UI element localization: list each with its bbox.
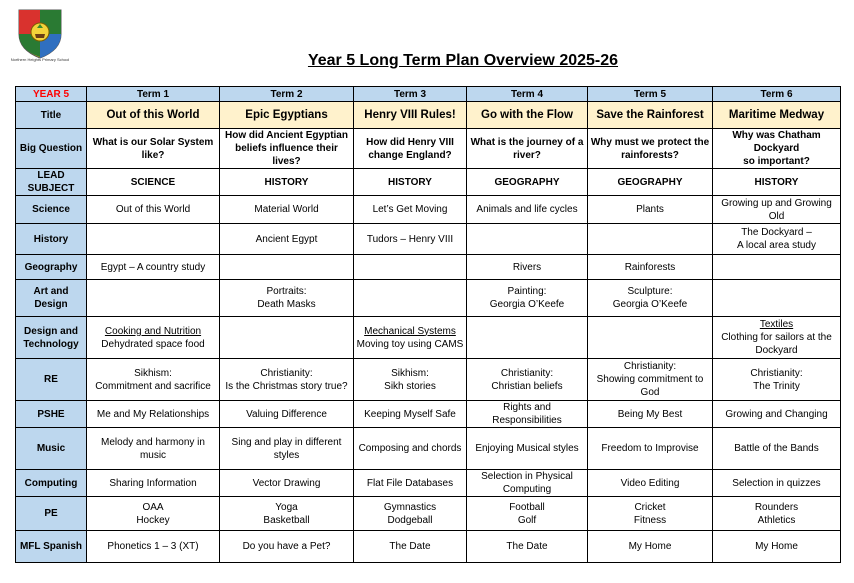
cell-text: Battle of the Bands [734,443,819,454]
plan-cell [220,401,354,428]
plan-cell [467,169,588,196]
cell-text: Flat File Databases [366,477,454,489]
plan-row [16,359,841,401]
plan-cell [588,470,713,497]
cell-text: Epic Egyptians [245,108,328,121]
plan-cell [354,169,467,196]
cell-text: Georgia O’Keefe [612,299,688,310]
row-label: History [16,224,87,255]
cell-text: Mechanical Systems [364,325,456,337]
plan-cell [87,102,220,129]
plan-cell [354,470,467,497]
plan-cell [713,317,841,359]
row-label: Art and Design [16,280,87,317]
plan-cell [87,531,220,563]
plan-cell [588,224,713,255]
cell-text: change England? [368,149,452,161]
cell-text: Rivers [512,261,542,273]
row-label: Science [16,196,87,224]
cell-text: God [640,387,660,398]
plan-cell [713,129,841,169]
plan-row [16,196,841,224]
term-header: Term 2 [220,87,354,102]
cell-text: The Date [506,541,548,552]
plan-cell [87,169,220,196]
year-label: YEAR 5 [16,87,87,102]
row-label: PE [16,497,87,531]
plan-cell [220,169,354,196]
plan-row [16,169,841,196]
plan-cell [713,169,841,196]
cell-text: Ancient Egypt [255,233,318,245]
cell-text: Cricket [634,501,666,513]
plan-cell [588,428,713,470]
plan-cell [588,317,713,359]
cell-text: Save the Rainforest [596,108,704,121]
plan-cell [354,196,467,224]
plan-cell [220,470,354,497]
plan-cell [87,224,220,255]
cell-text: What is the journey of a [470,136,584,148]
term-header: Term 5 [588,87,713,102]
plan-cell [220,531,354,563]
cell-text: Freedom to Improvise [601,443,699,454]
plan-cell [354,224,467,255]
plan-cell [220,359,354,401]
plan-cell [588,401,713,428]
cell-text: Christianity: [260,367,313,379]
cell-text: Christian beliefs [491,380,563,392]
cell-text: Christianity: [750,367,803,379]
term-header: Term 1 [87,87,220,102]
term-header: Term 6 [713,87,841,102]
plan-cell [354,497,467,531]
cell-text: What is our Solar System [92,136,214,148]
plan-cell [588,255,713,280]
cell-text: The Date [389,541,431,552]
cell-text: Out of this World [115,204,191,215]
plan-cell [467,280,588,317]
cell-text: Video Editing [620,477,680,489]
plan-cell [588,169,713,196]
cell-text: like? [141,149,165,161]
header-row [16,87,841,102]
cell-text: Sharing Information [109,477,197,489]
plan-cell [467,102,588,129]
cell-text: Growing up and Growing Old [721,197,832,222]
cell-text: My Home [628,541,672,552]
cell-text: Christianity: [623,361,677,372]
cell-text: My Home [755,541,798,552]
row-label: Title [16,102,87,129]
cell-text: How did Henry VIII [366,136,454,148]
cell-text: Let’s Get Moving [372,204,448,215]
plan-cell [220,497,354,531]
cell-text: SCIENCE [130,176,176,188]
cell-text: Phonetics 1 – 3 (XT) [107,541,199,552]
plan-row [16,317,841,359]
row-label: Computing [16,470,87,497]
cell-text: Melody and harmony in music [101,436,205,461]
plan-cell [467,428,588,470]
cell-text: Sculpture: [627,286,673,297]
cell-text: Golf [517,514,537,526]
cell-text: Composing and chords [358,443,462,454]
cell-text: Plants [636,204,664,215]
cell-text: OAA [142,501,164,513]
plan-cell [354,280,467,317]
cell-text: Computing [502,484,552,495]
plan-cell [588,280,713,317]
cell-text: Christianity: [500,367,554,379]
plan-cell [220,317,354,359]
row-label: Music [16,428,87,470]
plan-cell [467,497,588,531]
plan-cell [87,470,220,497]
plan-cell [713,255,841,280]
cell-text: Henry VIII Rules! [364,108,456,121]
cell-text: Rounders [754,501,799,513]
term-header: Term 4 [467,87,588,102]
plan-cell [220,428,354,470]
plan-cell [713,497,841,531]
cell-text: Sikhism: [134,367,172,379]
cell-text: How did Ancient Egyptian [225,130,348,141]
cell-text: Painting: [507,286,547,297]
plan-cell [713,280,841,317]
row-label: PSHE [16,401,87,428]
row-label: RE [16,359,87,401]
cell-text: A local area study [737,240,816,251]
plan-cell [713,102,841,129]
cell-text: Go with the Flow [481,108,573,121]
cell-text: Death Masks [257,299,316,310]
plan-cell [354,129,467,169]
cell-text: Dodgeball [387,514,433,526]
plan-cell [87,428,220,470]
cell-text: Being My Best [617,408,683,420]
cell-text: Showing commitment to [596,374,704,385]
plan-cell [220,224,354,255]
long-term-plan-table [15,86,841,563]
plan-cell [588,102,713,129]
cell-text: Why was Chatham Dockyard [732,130,821,154]
cell-text: Keeping Myself Safe [364,408,456,420]
plan-cell [220,102,354,129]
cell-text: Selection in quizzes [732,477,821,489]
plan-row [16,280,841,317]
cell-text: HISTORY [388,176,432,188]
plan-cell [87,317,220,359]
plan-cell [713,196,841,224]
cell-text: The Trinity [753,380,800,392]
plan-cell [588,196,713,224]
cell-text: Georgia O’Keefe [489,299,565,310]
plan-cell [354,102,467,129]
cell-text: Material World [254,204,319,215]
cell-text: GEOGRAPHY [617,176,683,188]
plan-cell [713,224,841,255]
plan-cell [87,280,220,317]
plan-row [16,102,841,129]
cell-text: Why must we protect the [590,136,710,148]
plan-cell [713,401,841,428]
cell-text: Selection in Physical [481,471,573,482]
term-header: Term 3 [354,87,467,102]
cell-text: Enjoying Musical styles [475,443,579,454]
plan-cell [588,359,713,401]
plan-cell [467,255,588,280]
plan-cell [220,196,354,224]
cell-text: GEOGRAPHY [494,176,560,188]
cell-text: river? [513,149,541,161]
plan-cell [220,280,354,317]
cell-text: Rainforests [624,261,676,273]
cell-text: Commitment and sacrifice [95,380,211,392]
plan-row [16,224,841,255]
row-label: MFL Spanish [16,531,87,563]
plan-row [16,401,841,428]
cell-text: rainforests? [621,149,679,161]
row-label: Design and Technology [16,317,87,359]
page-title: Year 5 Long Term Plan Overview 2025-26 [307,52,619,69]
cell-text: Tudors – Henry VIII [366,233,454,245]
cell-text: Cooking and Nutrition [104,325,202,337]
plan-cell [713,531,841,563]
plan-cell [467,470,588,497]
cell-text: so important? [743,156,810,167]
cell-text: Gymnastics [383,501,437,513]
row-label: Big Question [16,129,87,169]
cell-text: Animals and life cycles [476,204,578,215]
plan-cell [713,359,841,401]
row-label: LEAD SUBJECT [16,169,87,196]
cell-text: Maritime Medway [728,108,825,121]
plan-cell [588,531,713,563]
row-label: Geography [16,255,87,280]
plan-cell [87,359,220,401]
plan-cell [87,255,220,280]
plan-cell [467,359,588,401]
cell-text: Dehydrated space food [101,338,205,350]
plan-row [16,497,841,531]
cell-text: Sing and play in different [231,436,342,448]
cell-text: Is the Christmas story true? [225,380,348,392]
plan-cell [467,224,588,255]
cell-text: The Dockyard – [741,227,812,238]
plan-row [16,129,841,169]
plan-row [16,470,841,497]
cell-text: styles [273,449,300,461]
cell-text: Moving toy using CAMS [356,338,464,350]
plan-cell [354,428,467,470]
plan-cell [354,255,467,280]
plan-cell [354,359,467,401]
cell-text: Do you have a Pet? [242,541,331,552]
plan-cell [220,255,354,280]
plan-cell [467,129,588,169]
plan-row [16,428,841,470]
plan-cell [467,317,588,359]
cell-text: HISTORY [754,176,799,188]
cell-text: Fitness [633,514,667,526]
cell-text: Dockyard [755,345,798,356]
cell-text: HISTORY [264,176,309,188]
cell-text: Textiles [759,319,794,330]
plan-cell [354,401,467,428]
plan-cell [713,470,841,497]
cell-text: Clothing for sailors at the [721,332,832,343]
plan-cell [354,531,467,563]
plan-cell [588,497,713,531]
cell-text: Portraits: [266,286,307,297]
plan-row [16,531,841,563]
cell-text: Vector Drawing [252,477,321,489]
plan-cell [220,129,354,169]
logo-caption: Northern Heights Primary School [11,57,69,62]
cell-text: Growing and Changing [725,408,828,420]
cell-text: Sikhism: [391,367,429,379]
plan-cell [87,129,220,169]
cell-text: Yoga [275,501,298,513]
cell-text: beliefs influence their lives? [235,143,338,167]
plan-cell [467,531,588,563]
plan-row [16,255,841,280]
cell-text: Football [509,501,545,513]
cell-text: Rights and Responsibilities [492,402,562,426]
plan-cell [467,196,588,224]
plan-cell [588,129,713,169]
cell-text: Valuing Difference [246,408,327,420]
cell-text: Me and My Relationships [96,408,210,420]
cell-text: Out of this World [106,108,200,121]
cell-text: Basketball [263,514,310,526]
plan-cell [467,401,588,428]
plan-cell [87,196,220,224]
cell-text: Athletics [757,514,796,526]
plan-cell [354,317,467,359]
cell-text: Sikh stories [384,380,436,392]
cell-text: Egypt – A country study [100,261,206,273]
plan-cell [713,428,841,470]
cell-text: Hockey [136,514,170,526]
plan-cell [87,497,220,531]
plan-cell [87,401,220,428]
